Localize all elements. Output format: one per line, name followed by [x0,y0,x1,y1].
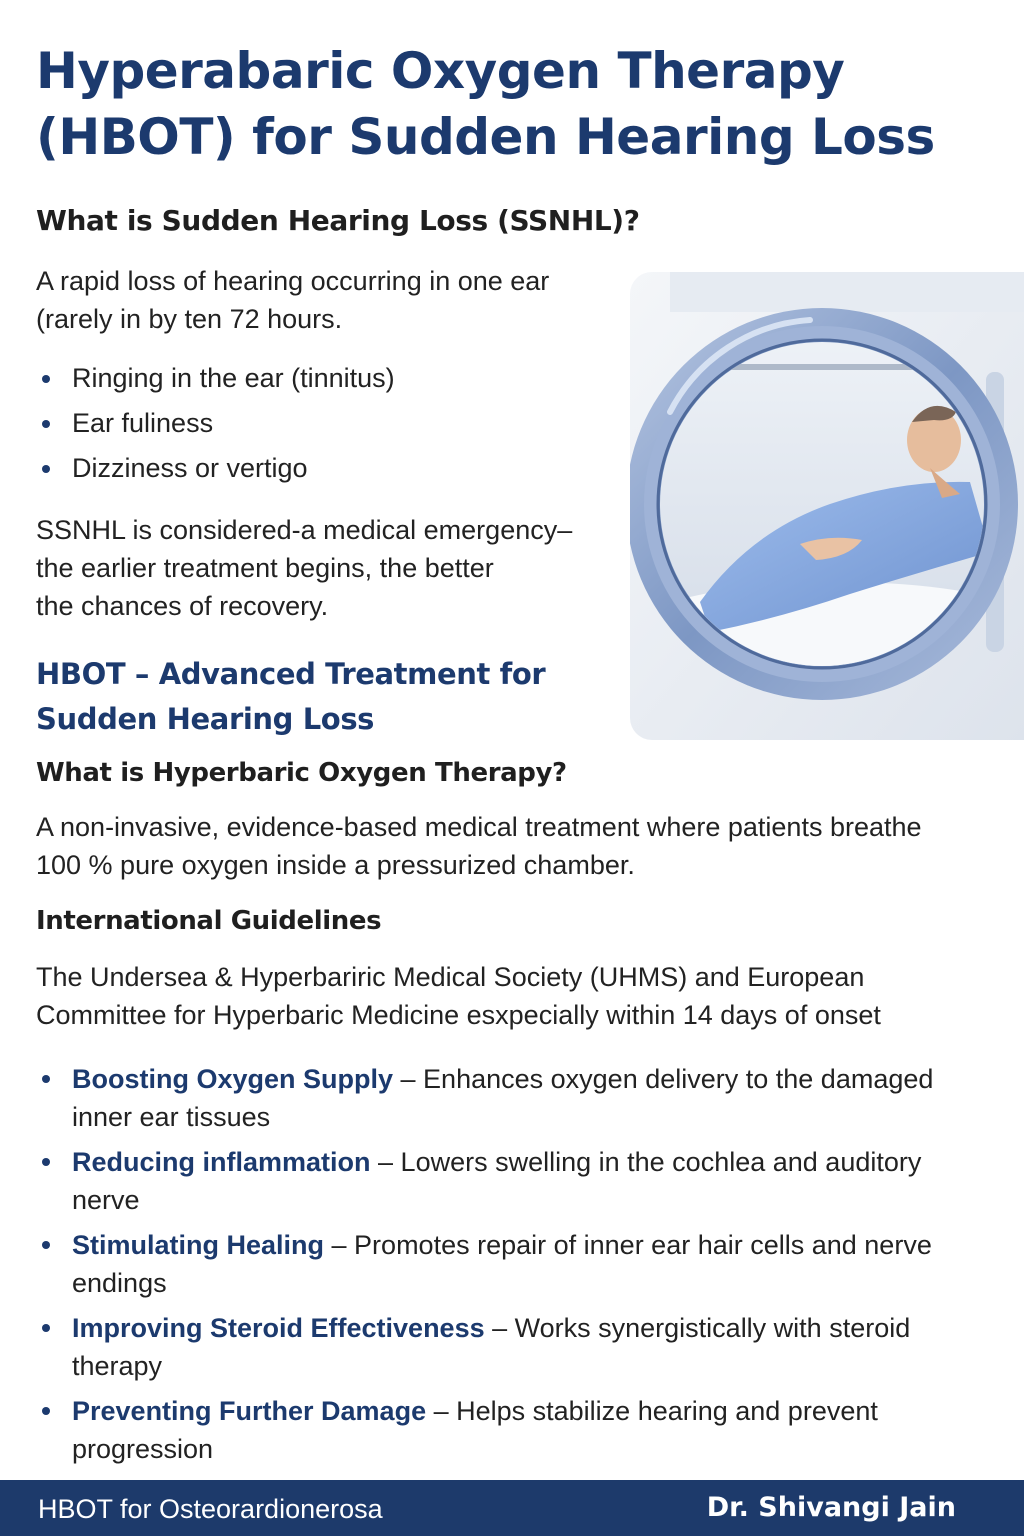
bullet-icon [42,420,50,428]
benefit-text: – Helps stabilize hearing and prevent progression [72,1396,878,1464]
symptom-item [36,356,395,401]
benefit-list [36,1060,996,1475]
hbot-description-line: 100 % pure oxygen inside a pressurized chamber. [36,850,635,880]
bullet-icon [42,1407,50,1415]
benefit-item [36,1143,996,1219]
emergency-line: the earlier treatment begins, the better [36,553,494,583]
hbot-description [36,808,922,884]
bullet-icon [42,1075,50,1083]
benefit-item [36,1060,996,1136]
hbot-heading-line: Sudden Hearing Loss [36,702,375,736]
symptom-text: Dizziness or vertigo [72,453,308,483]
emergency-text [36,511,572,625]
benefit-title: Reducing inflammation [72,1147,371,1177]
benefit-title: Boosting Oxygen Supply [72,1064,394,1094]
benefit-title: Improving Steroid Effectiveness [72,1313,485,1343]
ssnhl-intro-line: A rapid loss of hearing occurring in one ear [36,266,550,296]
benefit-item [36,1392,996,1468]
emergency-line: the chances of recovery. [36,591,329,621]
bullet-icon [42,1158,50,1166]
ssnhl-intro [36,262,549,338]
benefit-text: – Works synergistically with steroid therapy [72,1313,911,1381]
footer-topic: HBOT for Osteorardionerosa [38,1494,383,1524]
guidelines-heading: International Guidelines [36,906,382,936]
benefit-title: Stimulating Healing [72,1230,325,1260]
symptom-item [36,446,395,491]
symptom-text: Ringing in the ear (tinnitus) [72,363,395,393]
bullet-icon [42,1241,50,1249]
bullet-icon [42,375,50,383]
benefit-text: – Lowers swelling in the cochlea and auditory nerve [72,1147,922,1215]
symptom-text: Ear fuliness [72,408,214,438]
ssnhl-heading: What is Sudden Hearing Loss (SSNHL)? [36,204,640,237]
footer-author: Dr. Shivangi Jain [706,1492,956,1523]
hbot-heading-line: HBOT – Advanced Treatment for [36,657,546,691]
guidelines-line: Committee for Hyperbaric Medicine esxpecially within 14 days of onset [36,1000,881,1030]
hyperbaric-chamber-photo [630,272,1024,740]
benefit-item [36,1226,996,1302]
benefit-text: – Promotes repair of inner ear hair cells and nerve endings [72,1230,932,1298]
page-title: Hyperabaric Oxygen Therapy (HBOT) for Sudden Hearing Loss [36,42,935,166]
footer-bar [0,1480,1024,1536]
hbot-heading [36,652,616,742]
bullet-icon [42,465,50,473]
symptom-list [36,356,395,491]
benefit-title: Preventing Further Damage [72,1396,427,1426]
benefit-text: – Enhances oxygen delivery to the damaged inner ear tissues [72,1064,934,1132]
ssnhl-intro-line: (rarely in by ten 72 hours. [36,304,343,334]
symptom-item [36,401,395,446]
guidelines-text [36,958,881,1034]
hbot-description-line: A non-invasive, evidence-based medical treatment where patients breathe [36,812,922,842]
emergency-line: SSNHL is considered-a medical emergency– [36,515,573,545]
guidelines-line: The Undersea & Hyperbariric Medical Society (UHMS) and European [36,962,865,992]
hbot-what-heading: What is Hyperbaric Oxygen Therapy? [36,758,567,788]
benefit-item [36,1309,996,1385]
bullet-icon [42,1324,50,1332]
